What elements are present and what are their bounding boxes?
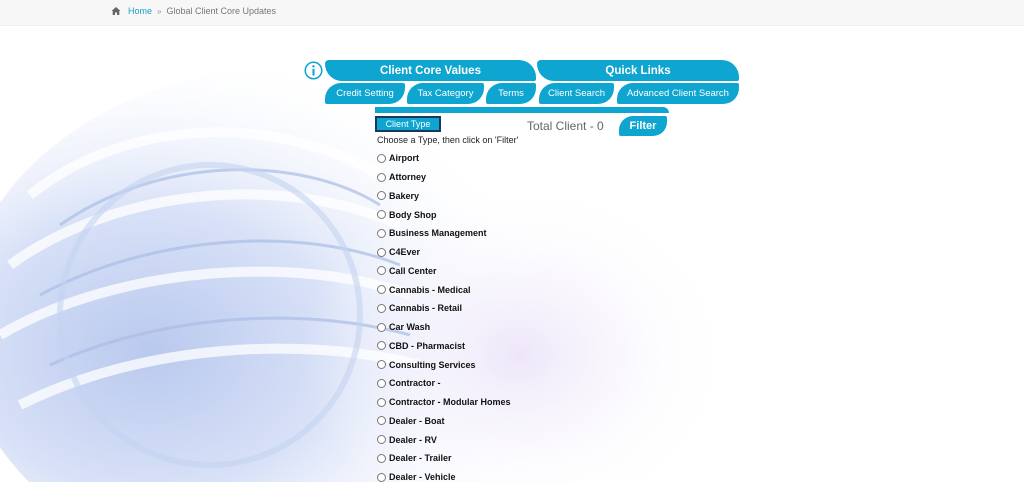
client-type-label: Consulting Services [389,359,476,370]
client-type-option[interactable] [376,262,511,281]
client-type-label: Call Center [389,265,437,276]
total-client-count: Total Client - 0 [527,119,604,133]
client-type-label: Airport [389,153,419,164]
client-type-option[interactable] [376,299,511,318]
client-type-radio[interactable] [377,379,386,388]
client-type-option[interactable] [376,187,511,206]
client-type-radio[interactable] [377,304,386,313]
client-type-label: Dealer - Boat [389,415,445,426]
client-type-label: Cannabis - Retail [389,303,463,314]
home-icon[interactable] [111,6,121,16]
client-type-label: Bakery [389,190,420,201]
client-type-option[interactable] [376,393,511,412]
client-type-radio[interactable] [377,435,386,444]
breadcrumb-separator: » [157,6,162,16]
client-type-option[interactable] [376,280,511,299]
tab-advanced-client-search[interactable]: Advanced Client Search [617,83,739,104]
client-type-radio[interactable] [377,229,386,238]
client-type-radio[interactable] [377,191,386,200]
client-type-radio[interactable] [377,266,386,275]
client-type-radio[interactable] [377,360,386,369]
client-type-radio[interactable] [377,416,386,425]
client-type-label: Cannabis - Medical [389,284,471,295]
client-type-radio[interactable] [377,473,386,482]
client-type-option[interactable] [376,355,511,374]
client-type-radio[interactable] [377,285,386,294]
client-type-button[interactable]: Client Type [375,116,441,132]
breadcrumb-current: Global Client Core Updates [166,6,277,16]
client-type-radio[interactable] [377,173,386,182]
breadcrumb-home-link[interactable]: Home [128,6,153,16]
tab-tax-category[interactable]: Tax Category [407,83,484,104]
client-type-option[interactable] [376,243,511,262]
client-type-radio[interactable] [377,248,386,257]
client-type-option[interactable] [376,430,511,449]
client-type-label: Dealer - RV [389,434,437,445]
client-type-label: Dealer - Vehicle [389,472,456,483]
client-type-radio[interactable] [377,454,386,463]
breadcrumb [111,6,276,16]
instruction-text: Choose a Type, then click on 'Filter' [377,135,519,145]
client-type-option[interactable] [376,468,511,487]
client-type-radio[interactable] [377,323,386,332]
client-type-radio[interactable] [377,398,386,407]
tab-client-core-values[interactable]: Client Core Values [325,60,536,81]
client-type-label: Contractor - [389,378,441,389]
client-type-option[interactable] [376,318,511,337]
tab-credit-setting[interactable]: Credit Setting [325,83,405,104]
client-type-label: Business Management [389,228,487,239]
tab-client-search[interactable]: Client Search [539,83,614,104]
client-type-label: Dealer - Trailer [389,453,452,464]
client-type-label: Car Wash [389,322,431,333]
client-type-radio[interactable] [377,154,386,163]
breadcrumb-bar [0,0,1024,26]
client-type-option[interactable] [376,449,511,468]
client-type-option[interactable] [376,149,511,168]
client-type-label: C4Ever [389,247,421,258]
toolbar-divider [375,107,669,113]
client-type-label: Contractor - Modular Homes [389,397,511,408]
tab-terms[interactable]: Terms [486,83,536,104]
client-type-label: Body Shop [389,209,437,220]
client-type-list [376,149,511,487]
client-type-option[interactable] [376,205,511,224]
client-type-option[interactable] [376,374,511,393]
client-type-radio[interactable] [377,341,386,350]
client-type-option[interactable] [376,168,511,187]
info-icon[interactable] [304,61,323,80]
client-type-option[interactable] [376,224,511,243]
client-type-radio[interactable] [377,210,386,219]
client-type-label: CBD - Pharmacist [389,340,466,351]
tab-quick-links[interactable]: Quick Links [537,60,739,81]
filter-button[interactable]: Filter [619,116,667,136]
client-type-option[interactable] [376,412,511,431]
client-type-label: Attorney [389,172,427,183]
client-type-option[interactable] [376,337,511,356]
